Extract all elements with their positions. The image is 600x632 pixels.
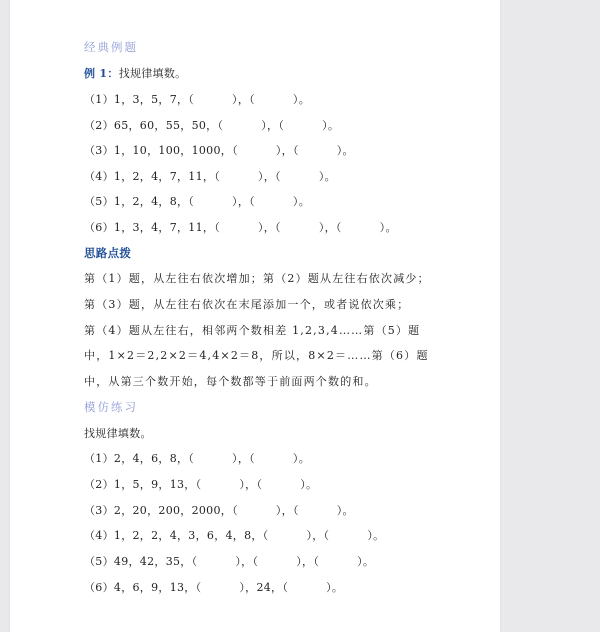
example-item-3: （3）1，10，100，1000，（ ），（ ）。	[84, 144, 354, 157]
practice-item-5: （5）49，42，35，（ ），（ ），（ ）。	[84, 555, 375, 568]
thinking-line-5: 中，从第三个数开始，每个数都等于前面两个数的和。	[84, 375, 377, 388]
example-item-6: （6）1，3，4，7，11，（ ），（ ），（ ）。	[84, 221, 397, 234]
example-item-2: （2）65，60，55，50，（ ），（ ）。	[84, 119, 340, 132]
thinking-line-3: 第（4）题从左往右，相邻两个数相差 1,2,3,4……第（5）题	[84, 324, 421, 337]
thinking-line-1: 第（1）题，从左往右依次增加；第（2）题从左往右依次减少；	[84, 272, 430, 285]
practice-item-1: （1）2，4，6，8，（ ），（ ）。	[84, 452, 311, 465]
document-page	[10, 0, 500, 632]
example-item-1: （1）1，3，5，7，（ ），（ ）。	[84, 93, 311, 106]
thinking-line-2: 第（3）题，从左往右依次在末尾添加一个，或者说依次乘；	[84, 298, 410, 311]
example-label: 例 1：	[84, 67, 119, 80]
example-item-4: （4）1，2，4，7，11，（ ），（ ）。	[84, 170, 336, 183]
practice-item-2: （2）1，5，9，13，（ ），（ ）。	[84, 478, 318, 491]
section-title-example: 经典例题	[84, 40, 138, 54]
thinking-line-4: 中，1×2＝2,2×2＝4,4×2＝8，所以，8×2＝……第（6）题	[84, 349, 429, 362]
example-prompt: 找规律填数。	[118, 67, 187, 80]
example-item-5: （5）1，2，4，8，（ ），（ ）。	[84, 195, 311, 208]
practice-prompt: 找规律填数。	[84, 427, 152, 440]
example-header	[84, 65, 187, 81]
practice-item-4: （4）1，2，2，4，3，6，4，8，（ ），（ ）。	[84, 529, 385, 542]
practice-item-3: （3）2，20，200，2000，（ ），（ ）。	[84, 504, 354, 517]
section-title-practice: 模仿练习	[84, 400, 138, 414]
section-title-thinking: 思路点拨	[84, 246, 132, 260]
practice-item-6: （6）4，6，9，13，（ ），24，（ ）。	[84, 581, 344, 594]
